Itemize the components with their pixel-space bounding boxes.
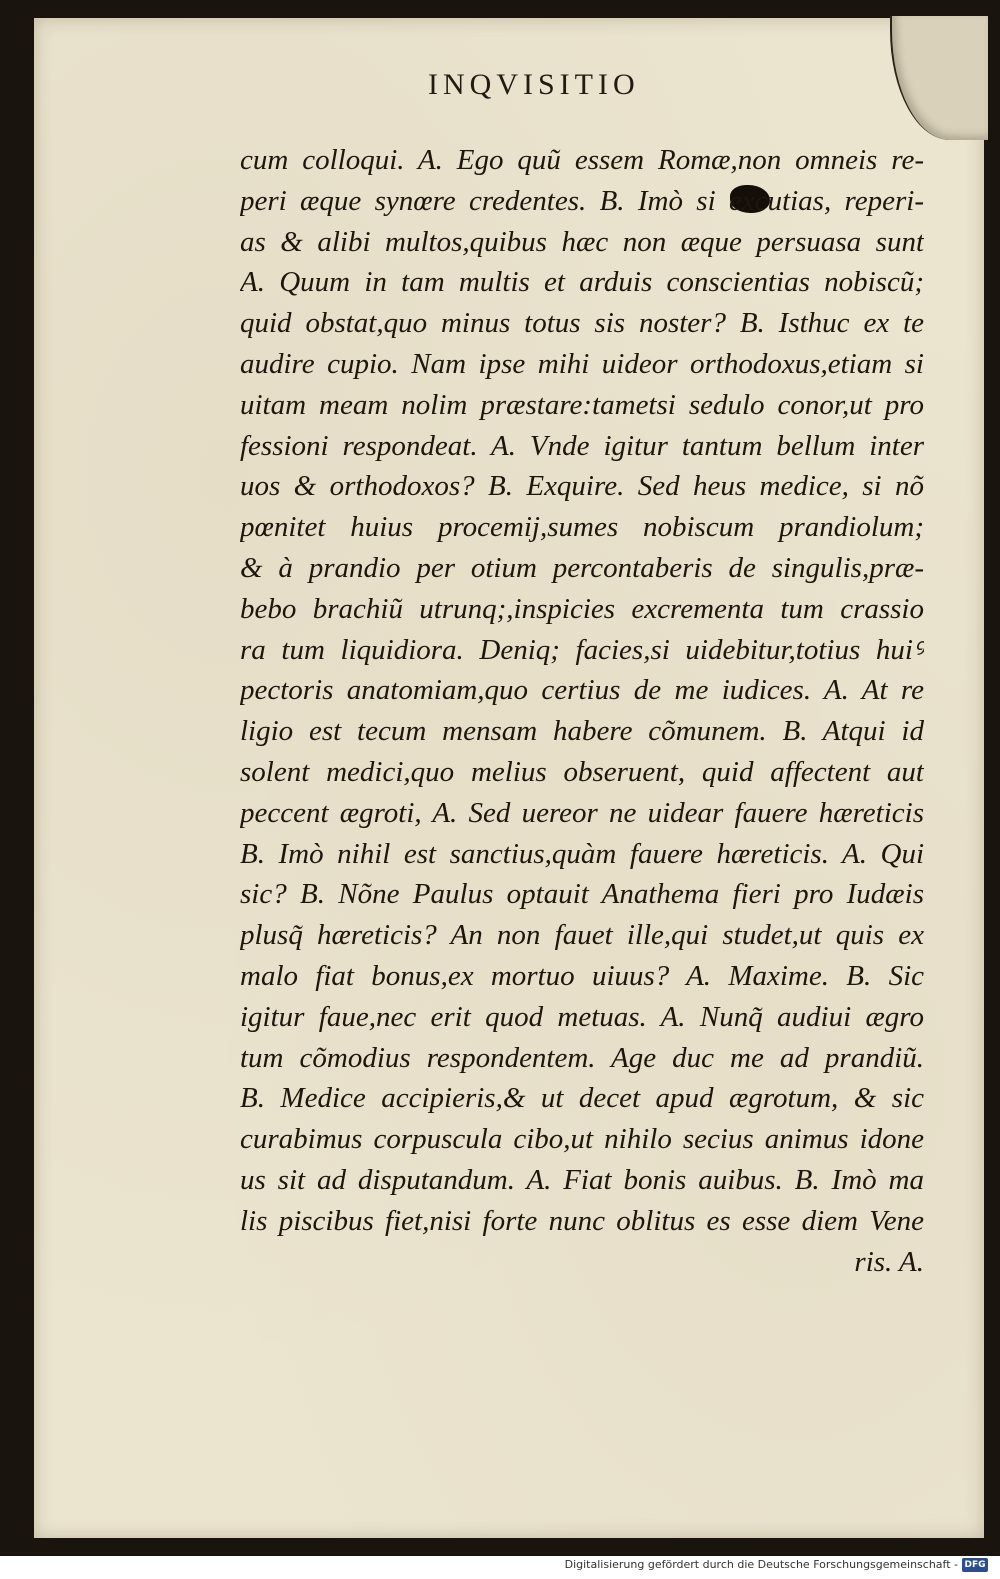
- torn-page-corner: [890, 16, 988, 140]
- text-line: audire cupio. Nam ipse mihi uideor orthodoxus,etiam si: [240, 347, 924, 380]
- text-line: curabimus corpuscula cibo,ut nihilo secius animus idone: [240, 1123, 924, 1156]
- text-line: uitam meam nolim præstare:tametsi sedulo conor,ut pro: [240, 388, 924, 421]
- text-line: quid obstat,quo minus totus sis noster? B. Isthuc ex te: [240, 307, 924, 340]
- text-line: pectoris anatomiam,quo certius de me iudices. A. At re: [240, 674, 924, 707]
- text-line: malo fiat bonus,ex mortuo uiuus? A. Maxime. B. Sic: [240, 959, 924, 992]
- text-line: ra tum liquidiora. Deniq; facies,si uidebitur,totius huiꝰ: [240, 633, 924, 666]
- text-line: bebo brachiũ utrunq;,inspicies excrementa tum crassio: [240, 592, 924, 625]
- text-line: plusq̃ hæreticis? An non fauet ille,qui studet,ut quis ex: [240, 919, 924, 952]
- funding-credit: Digitalisierung gefördert durch die Deutsche Forschungsgemeinschaft -: [564, 1558, 958, 1571]
- text-line: ligio est tecum mensam habere cõmunem. B. Atqui id: [240, 715, 924, 748]
- text-block: [240, 140, 924, 1282]
- text-line: tum cõmodius respondentem. Age duc me ad prandiũ.: [240, 1041, 924, 1074]
- text-line: B. Medice accipieris,& ut decet apud ægrotum, & sic: [240, 1082, 924, 1115]
- text-line: solent medici,quo melius obseruent, quid affectent aut: [240, 755, 924, 788]
- text-line: peccent ægroti, A. Sed uereor ne uidear fauere hæreticis: [240, 796, 924, 829]
- dfg-logo-icon: DFG: [962, 1558, 988, 1572]
- text-line: peri æque synœre credentes. B. Imò si excutias, reperi-: [240, 184, 924, 217]
- text-line: pœnitet huius procemij,sumes nobiscum prandiolum;: [240, 511, 924, 544]
- text-line: A. Quum in tam multis et arduis conscientias nobiscũ;: [240, 266, 924, 299]
- text-line: & à prandio per otium percontaberis de singulis,præ-: [240, 551, 924, 584]
- text-line: cum colloqui. A. Ego quũ essem Romæ,non omneis re-: [240, 144, 924, 176]
- text-line-catchword: ris. A.: [854, 1245, 924, 1278]
- text-line: B. Imò nihil est sanctius,quàm fauere hæreticis. A. Qui: [240, 837, 924, 870]
- text-line: lis piscibus fiet,nisi forte nunc oblitus es esse diem Vene: [240, 1204, 924, 1237]
- text-line: igitur faue,nec erit quod metuas. A. Nunq̃ audiui ægro: [240, 1000, 924, 1033]
- text-line: sic? B. Nõne Paulus optauit Anathema fieri pro Iudæis: [240, 878, 924, 911]
- text-line: uos & orthodoxos? B. Exquire. Sed heus medice, si nõ: [240, 470, 924, 503]
- running-head: INQVISITIO: [428, 68, 640, 101]
- text-line: us sit ad disputandum. A. Fiat bonis auibus. B. Imò ma: [240, 1163, 924, 1196]
- text-line: as & alibi multos,quibus hæc non æque persuasa sunt: [240, 225, 924, 258]
- text-line: fessioni respondeat. A. Vnde igitur tantum bellum inter: [240, 429, 924, 462]
